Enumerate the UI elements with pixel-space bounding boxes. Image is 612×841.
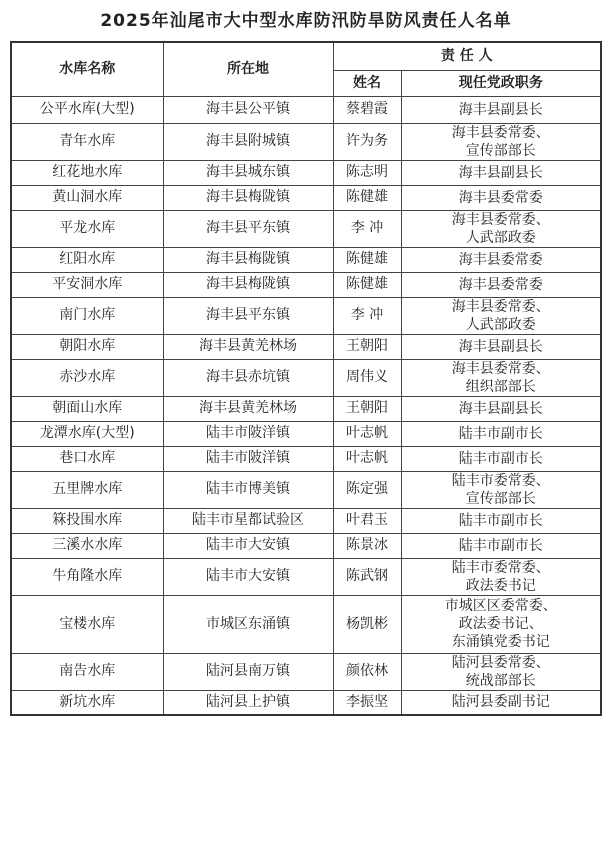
reservoir-name-cell: 南告水库	[11, 653, 163, 690]
reservoir-name-cell: 新坑水库	[11, 690, 163, 715]
person-name-cell: 陈志明	[333, 160, 401, 185]
reservoir-name-cell: 平龙水库	[11, 210, 163, 247]
position-cell: 陆丰市副市长	[401, 421, 601, 446]
person-name-cell: 李振坚	[333, 690, 401, 715]
position-cell: 陆河县委常委、 统战部部长	[401, 653, 601, 690]
location-cell: 陆丰市陂洋镇	[163, 421, 333, 446]
reservoir-name-cell: 宝楼水库	[11, 595, 163, 653]
reservoir-name-cell: 五里牌水库	[11, 471, 163, 508]
location-cell: 海丰县赤坑镇	[163, 359, 333, 396]
position-cell: 陆丰市副市长	[401, 533, 601, 558]
reservoir-name-cell: 南门水库	[11, 297, 163, 334]
location-cell: 陆河县上护镇	[163, 690, 333, 715]
header-row	[11, 42, 601, 70]
location-cell: 海丰县梅陇镇	[163, 185, 333, 210]
table-row	[11, 396, 601, 421]
location-cell: 陆丰市陂洋镇	[163, 446, 333, 471]
person-name-cell: 王朝阳	[333, 396, 401, 421]
person-name-cell: 李 冲	[333, 297, 401, 334]
person-name-cell: 叶君玉	[333, 508, 401, 533]
table-row	[11, 185, 601, 210]
position-cell: 海丰县委常委	[401, 185, 601, 210]
position-cell: 市城区区委常委、 政法委书记、 东涌镇党委书记	[401, 595, 601, 653]
reservoir-name-cell: 朝阳水库	[11, 334, 163, 359]
reservoir-name-cell: 箖投围水库	[11, 508, 163, 533]
reservoir-name-cell: 巷口水库	[11, 446, 163, 471]
position-cell: 陆丰市委常委、 宣传部部长	[401, 471, 601, 508]
person-name-cell: 杨凯彬	[333, 595, 401, 653]
location-cell: 海丰县梅陇镇	[163, 272, 333, 297]
position-cell: 陆河县委副书记	[401, 690, 601, 715]
location-cell: 陆丰市大安镇	[163, 558, 333, 595]
position-cell: 海丰县副县长	[401, 160, 601, 185]
reservoir-name-cell: 黄山洞水库	[11, 185, 163, 210]
table-row	[11, 210, 601, 247]
person-name-cell: 陈定强	[333, 471, 401, 508]
header-responsible: 责 任 人	[333, 42, 601, 70]
reservoir-name-cell: 朝面山水库	[11, 396, 163, 421]
table-row	[11, 247, 601, 272]
location-cell: 海丰县城东镇	[163, 160, 333, 185]
table-row	[11, 471, 601, 508]
reservoir-name-cell: 公平水库(大型)	[11, 96, 163, 123]
table-row	[11, 96, 601, 123]
table-row	[11, 334, 601, 359]
position-cell: 陆丰市副市长	[401, 446, 601, 471]
position-cell: 海丰县副县长	[401, 396, 601, 421]
position-cell: 海丰县委常委、 人武部政委	[401, 297, 601, 334]
reservoir-name-cell: 龙潭水库(大型)	[11, 421, 163, 446]
position-cell: 海丰县副县长	[401, 334, 601, 359]
table-row	[11, 421, 601, 446]
responsibility-table	[10, 41, 602, 716]
table-row	[11, 272, 601, 297]
position-cell: 海丰县委常委、 宣传部部长	[401, 123, 601, 160]
reservoir-name-cell: 平安洞水库	[11, 272, 163, 297]
reservoir-name-cell: 赤沙水库	[11, 359, 163, 396]
header-location: 所在地	[163, 42, 333, 96]
location-cell: 海丰县平东镇	[163, 210, 333, 247]
table-row	[11, 160, 601, 185]
person-name-cell: 陈景冰	[333, 533, 401, 558]
reservoir-name-cell: 红阳水库	[11, 247, 163, 272]
person-name-cell: 王朝阳	[333, 334, 401, 359]
person-name-cell: 陈健雄	[333, 272, 401, 297]
position-cell: 海丰县副县长	[401, 96, 601, 123]
header-name: 姓名	[333, 70, 401, 96]
position-cell: 陆丰市副市长	[401, 508, 601, 533]
table-row	[11, 558, 601, 595]
person-name-cell: 陈健雄	[333, 247, 401, 272]
reservoir-name-cell: 三溪水水库	[11, 533, 163, 558]
table-row	[11, 690, 601, 715]
location-cell: 陆丰市博美镇	[163, 471, 333, 508]
table-row	[11, 533, 601, 558]
reservoir-name-cell: 牛角隆水库	[11, 558, 163, 595]
table-row	[11, 653, 601, 690]
table-row	[11, 508, 601, 533]
location-cell: 陆丰市大安镇	[163, 533, 333, 558]
table-body	[11, 96, 601, 715]
person-name-cell: 周伟义	[333, 359, 401, 396]
position-cell: 海丰县委常委、 人武部政委	[401, 210, 601, 247]
header-reservoir: 水库名称	[11, 42, 163, 96]
table-row	[11, 446, 601, 471]
location-cell: 海丰县附城镇	[163, 123, 333, 160]
table-row	[11, 297, 601, 334]
person-name-cell: 蔡碧霞	[333, 96, 401, 123]
location-cell: 市城区东涌镇	[163, 595, 333, 653]
location-cell: 海丰县梅陇镇	[163, 247, 333, 272]
table-row	[11, 595, 601, 653]
table-row	[11, 359, 601, 396]
location-cell: 海丰县公平镇	[163, 96, 333, 123]
location-cell: 海丰县黄羌林场	[163, 396, 333, 421]
position-cell: 海丰县委常委	[401, 247, 601, 272]
reservoir-name-cell: 青年水库	[11, 123, 163, 160]
page-title: 2025年汕尾市大中型水库防汛防旱防风责任人名单	[100, 11, 512, 31]
position-cell: 海丰县委常委、 组织部部长	[401, 359, 601, 396]
person-name-cell: 陈健雄	[333, 185, 401, 210]
person-name-cell: 陈武钢	[333, 558, 401, 595]
location-cell: 海丰县黄羌林场	[163, 334, 333, 359]
header-position: 现任党政职务	[401, 70, 601, 96]
person-name-cell: 叶志帆	[333, 446, 401, 471]
person-name-cell: 叶志帆	[333, 421, 401, 446]
location-cell: 海丰县平东镇	[163, 297, 333, 334]
reservoir-name-cell: 红花地水库	[11, 160, 163, 185]
position-cell: 海丰县委常委	[401, 272, 601, 297]
person-name-cell: 李 冲	[333, 210, 401, 247]
location-cell: 陆丰市星都试验区	[163, 508, 333, 533]
person-name-cell: 颜依林	[333, 653, 401, 690]
person-name-cell: 许为务	[333, 123, 401, 160]
position-cell: 陆丰市委常委、 政法委书记	[401, 558, 601, 595]
location-cell: 陆河县南万镇	[163, 653, 333, 690]
table-row	[11, 123, 601, 160]
